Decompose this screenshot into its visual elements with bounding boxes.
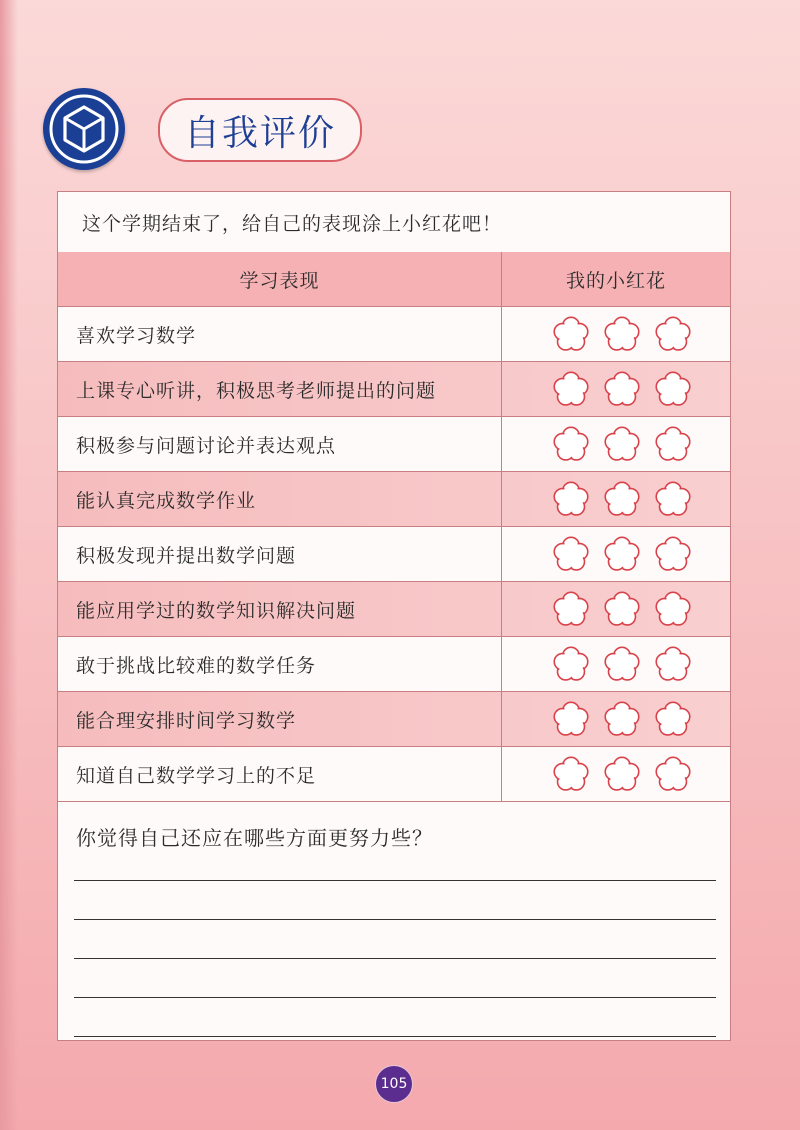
table-row (58, 637, 730, 692)
performance-cell (58, 637, 502, 691)
cube-badge-icon (43, 88, 125, 170)
table-row (58, 527, 730, 582)
flower-icon[interactable] (552, 755, 590, 793)
flower-icon[interactable] (603, 480, 641, 518)
table-row (58, 692, 730, 747)
performance-cell (58, 527, 502, 581)
answer-line[interactable] (74, 1036, 716, 1037)
flower-icon[interactable] (552, 370, 590, 408)
flower-icon[interactable] (654, 315, 692, 353)
flower-icon[interactable] (603, 315, 641, 353)
flower-icon[interactable] (654, 370, 692, 408)
performance-label: 上课专心听讲，积极思考老师提出的问题 (76, 379, 437, 402)
flower-icon[interactable] (552, 535, 590, 573)
table-row (58, 472, 730, 527)
flower-icon[interactable] (654, 700, 692, 738)
flower-icon[interactable] (603, 535, 641, 573)
page-spine-shadow (0, 0, 18, 1130)
page-number: 105 (380, 1076, 408, 1092)
performance-label: 能合理安排时间学习数学 (76, 709, 297, 732)
performance-label: 能应用学过的数学知识解决问题 (76, 599, 357, 622)
answer-line[interactable] (74, 880, 716, 881)
flower-icon[interactable] (552, 700, 590, 738)
flower-icon[interactable] (654, 590, 692, 628)
flowers-cell (502, 472, 730, 526)
performance-cell (58, 472, 502, 526)
table-row (58, 747, 730, 802)
flower-icon[interactable] (654, 755, 692, 793)
flower-icon[interactable] (552, 645, 590, 683)
reflection-question: 你觉得自己还应在哪些方面更努力些？ (76, 826, 433, 850)
intro-row (58, 192, 730, 253)
performance-cell (58, 582, 502, 636)
performance-label: 喜欢学习数学 (76, 324, 197, 347)
flowers-cell (502, 747, 730, 801)
flower-icon[interactable] (603, 425, 641, 463)
flowers-cell (502, 527, 730, 581)
performance-cell (58, 747, 502, 801)
flower-icon[interactable] (552, 425, 590, 463)
page-number-badge (375, 1065, 413, 1103)
flower-icon[interactable] (654, 645, 692, 683)
self-evaluation-sheet (57, 191, 731, 1041)
header-performance: 学习表现 (239, 269, 320, 292)
intro-text: 这个学期结束了，给自己的表现涂上小红花吧！ (82, 212, 503, 235)
flower-icon[interactable] (603, 370, 641, 408)
answer-line[interactable] (74, 997, 716, 998)
performance-label: 积极发现并提出数学问题 (76, 544, 297, 567)
performance-cell (58, 417, 502, 471)
flower-icon[interactable] (552, 315, 590, 353)
flower-icon[interactable] (552, 480, 590, 518)
flowers-cell (502, 362, 730, 416)
header-flowers: 我的小红花 (565, 269, 666, 292)
flowers-cell (502, 307, 730, 361)
flower-icon[interactable] (654, 535, 692, 573)
flowers-cell (502, 692, 730, 746)
table-header-row (58, 252, 730, 307)
flower-icon[interactable] (603, 755, 641, 793)
performance-label: 敢于挑战比较难的数学任务 (76, 654, 317, 677)
flowers-cell (502, 417, 730, 471)
answer-line[interactable] (74, 958, 716, 959)
table-row (58, 307, 730, 362)
reflection-area (58, 802, 730, 1040)
page-title: 自我评价 (183, 112, 336, 154)
table-row (58, 417, 730, 472)
flower-icon[interactable] (603, 645, 641, 683)
evaluation-table (58, 252, 730, 802)
header-flowers-cell (502, 252, 730, 306)
answer-line[interactable] (74, 919, 716, 920)
performance-label: 能认真完成数学作业 (76, 489, 257, 512)
performance-cell (58, 692, 502, 746)
performance-label: 知道自己数学学习上的不足 (76, 764, 317, 787)
flowers-cell (502, 637, 730, 691)
performance-label: 积极参与问题讨论并表达观点 (76, 434, 337, 457)
flowers-cell (502, 582, 730, 636)
flower-icon[interactable] (552, 590, 590, 628)
table-row (58, 362, 730, 417)
header-performance-cell (58, 252, 502, 306)
performance-cell (58, 307, 502, 361)
flower-icon[interactable] (654, 480, 692, 518)
section-title-pill (158, 98, 362, 162)
table-row (58, 582, 730, 637)
performance-cell (58, 362, 502, 416)
flower-icon[interactable] (603, 700, 641, 738)
flower-icon[interactable] (603, 590, 641, 628)
flower-icon[interactable] (654, 425, 692, 463)
